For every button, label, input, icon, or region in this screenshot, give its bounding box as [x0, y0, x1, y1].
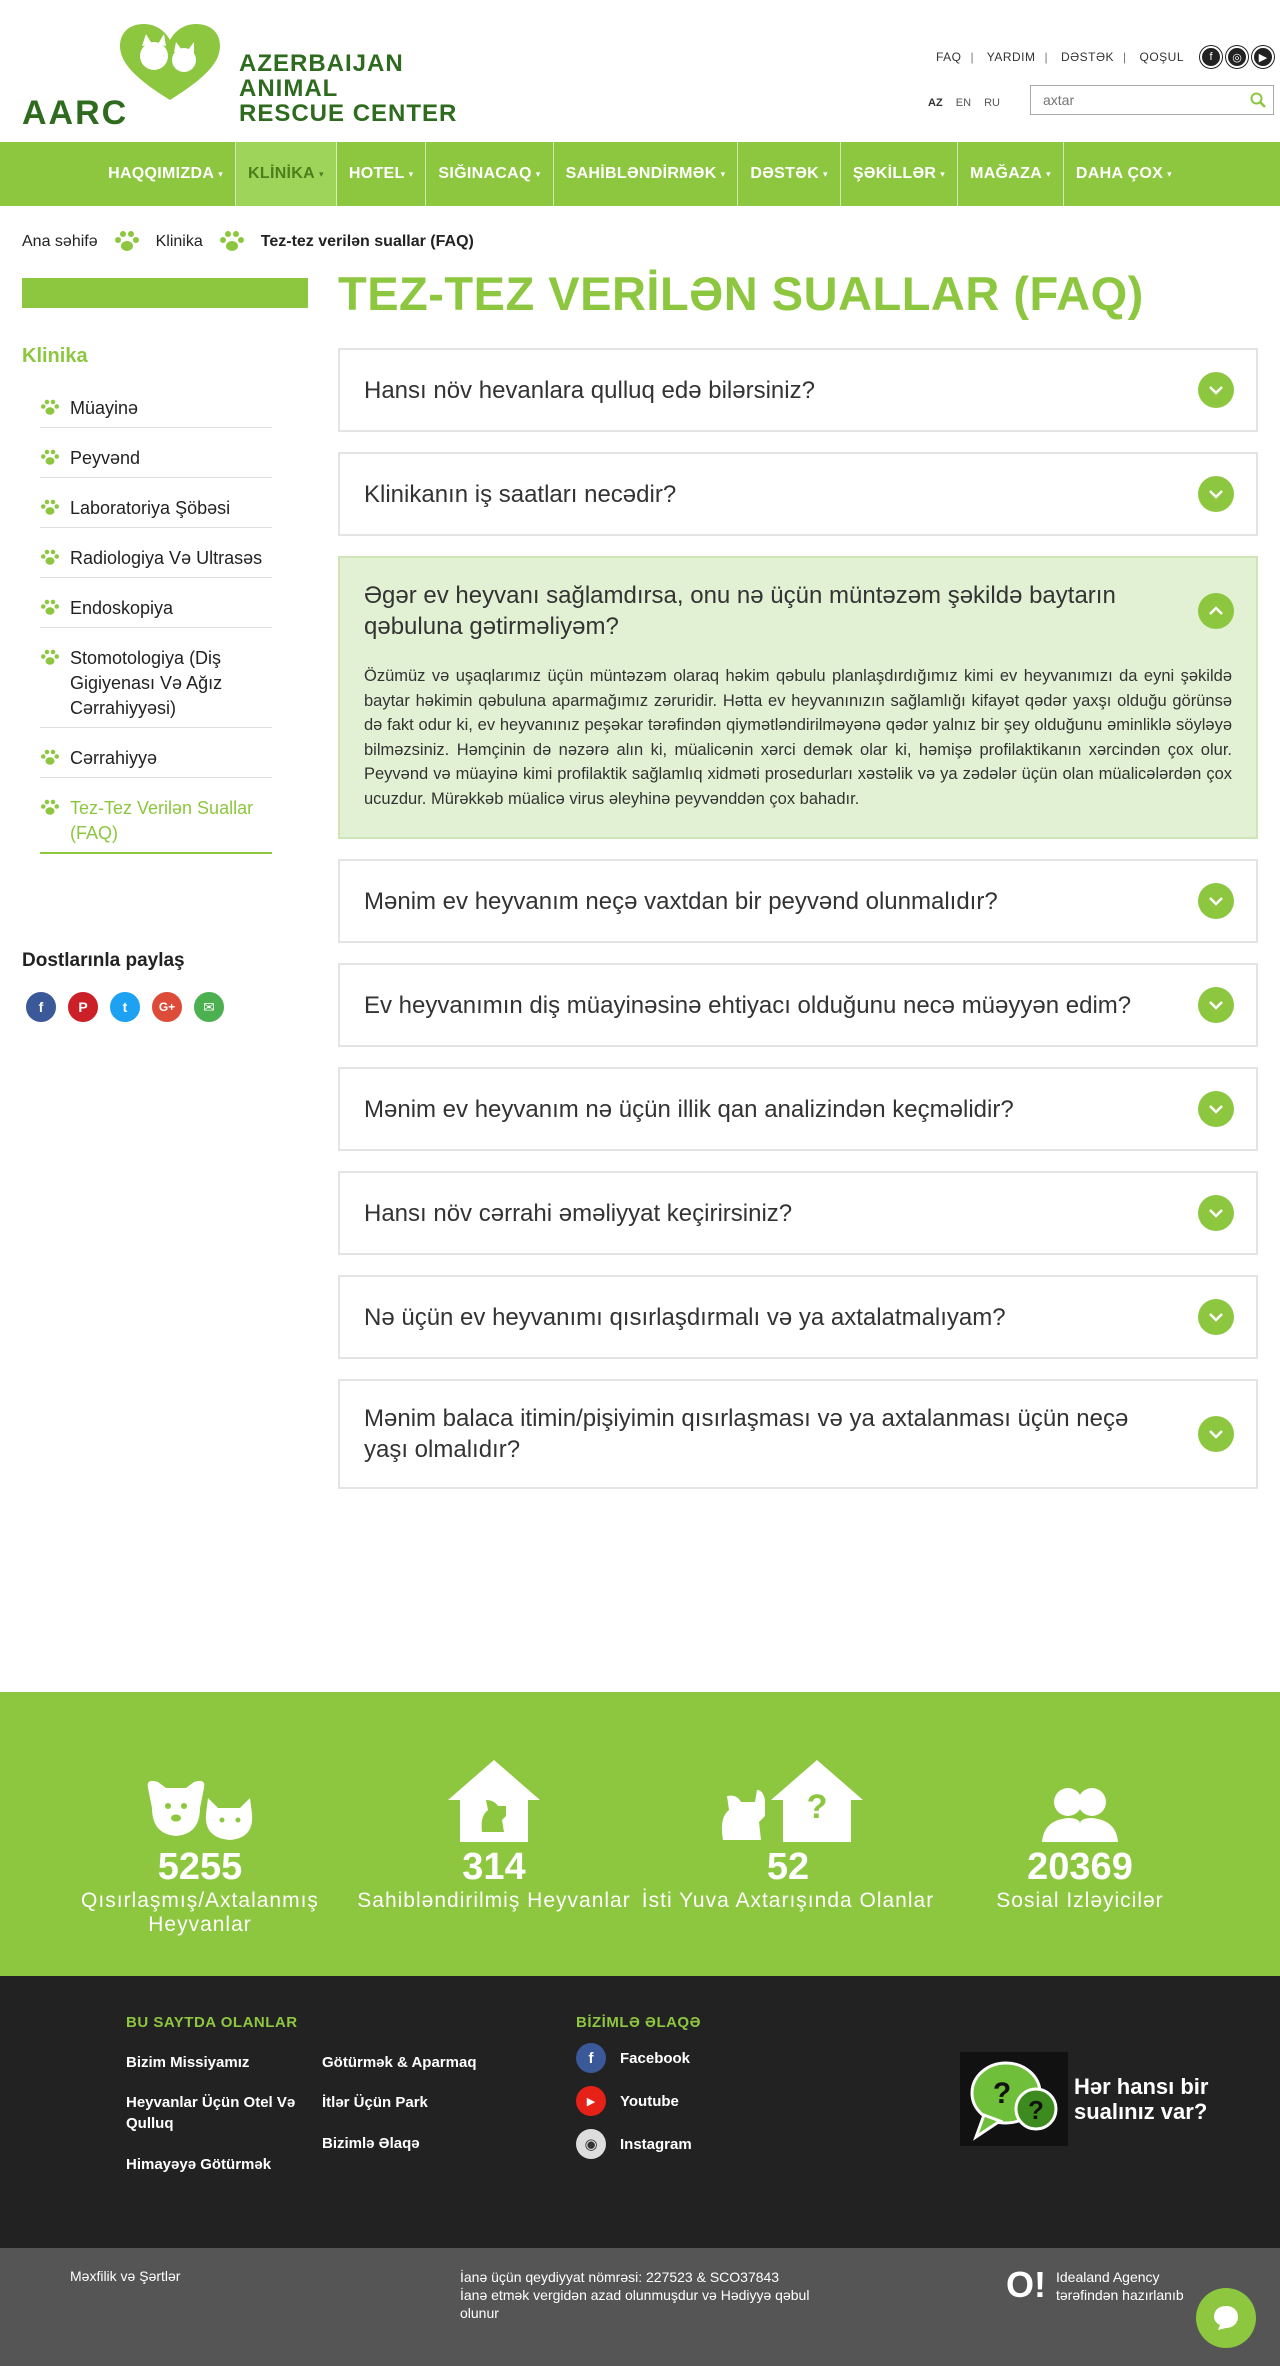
lang-en[interactable]: EN [955, 97, 972, 109]
faq-question-toggle[interactable] [340, 454, 1256, 534]
paw-icon [40, 449, 60, 467]
faq-question: Nə üçün ev heyvanımı qısırlaşdırmalı və ya axtalatmalıyam? [364, 1303, 1006, 1331]
logo-name-line2: RESCUE CENTER [239, 100, 458, 127]
footer-site-heading: BU SAYTDA OLANLAR [126, 2014, 298, 2031]
pinterest-icon[interactable]: P [66, 990, 100, 1024]
help-line1: Hər hansı bir [1074, 2074, 1209, 2099]
sidebar-menu [40, 392, 272, 868]
nav-item-photos[interactable] [841, 142, 958, 206]
email-icon[interactable]: ✉ [192, 990, 226, 1024]
svg-text:?: ? [1028, 2095, 1044, 2125]
chevron-down-icon: ▾ [218, 168, 224, 179]
faq-item [338, 963, 1258, 1047]
nav-item-shelter[interactable] [426, 142, 553, 206]
stat-number: 20369 [1027, 1846, 1133, 1888]
paw-icon [219, 230, 245, 254]
heart-dog-cat-icon [118, 22, 222, 102]
footer [0, 1976, 1280, 2248]
faq-question-toggle[interactable] [340, 861, 1256, 941]
top-link-faq[interactable]: FAQ [935, 50, 962, 64]
separator: | [970, 50, 975, 64]
sidebar-item-radiology[interactable] [40, 542, 272, 578]
footer-contact-heading: BİZİMLƏ ƏLAQƏ [576, 2014, 701, 2031]
faq-question-toggle[interactable] [340, 965, 1256, 1045]
nav-label: HAQQIMIZDA [108, 165, 215, 182]
footer-link-foster[interactable]: Himayəyə Götürmək [126, 2156, 272, 2173]
faq-item [338, 348, 1258, 432]
instagram-icon: ◉ [576, 2129, 606, 2159]
sidebar-item-label: Tez-Tez Verilən Suallar (FAQ) [70, 798, 254, 843]
paw-icon [114, 230, 140, 254]
agency-logo: O! [1006, 2264, 1046, 2305]
faq-item-open [338, 556, 1258, 839]
faq-item [338, 1379, 1258, 1489]
main-nav [0, 142, 1280, 206]
chevron-down-icon: ▾ [408, 168, 414, 179]
language-switcher [928, 97, 1010, 109]
sidebar-item-label: Müayinə [70, 398, 139, 418]
chevron-down-icon: ▾ [319, 168, 324, 179]
nav-item-support[interactable] [738, 142, 840, 206]
registration-info [460, 2268, 840, 2322]
faq-question: Əgər ev heyvanı sağlamdırsa, onu nə üçün müntəzəm şəkildə baytarın qəbuluna gətirməliyəm? [364, 582, 1116, 640]
stat-followers [930, 1758, 1230, 1913]
nav-label: SAHİBLƏNDİRMƏK [565, 165, 717, 182]
question-bubbles-icon [960, 2052, 1068, 2146]
sidebar-item-label: Cərrahiyyə [70, 748, 158, 768]
paw-icon [40, 649, 60, 667]
sidebar-item-dental[interactable] [40, 642, 272, 728]
stat-label: İsti Yuva Axtarışında Olanlar [641, 1889, 935, 1912]
faq-item [338, 859, 1258, 943]
registration-line1: İanə üçün qeydiyyat nömrəsi: 227523 & SCO37843 [460, 2269, 780, 2285]
people-icon [930, 1758, 1230, 1842]
chevron-up-icon[interactable] [1198, 593, 1234, 629]
twitter-icon[interactable]: t [108, 990, 142, 1024]
help-widget[interactable] [960, 2052, 1208, 2146]
nav-label: DAHA ÇOX [1075, 165, 1164, 182]
chevron-down-icon[interactable] [1198, 1299, 1234, 1335]
svg-text:?: ? [992, 2077, 1012, 2110]
sidebar-item-laboratory[interactable] [40, 492, 272, 528]
stat-neutered [50, 1758, 350, 1937]
search-input[interactable] [1031, 86, 1243, 114]
chevron-down-icon[interactable] [1198, 1091, 1234, 1127]
search-icon[interactable] [1243, 92, 1273, 108]
footer-link-dog-park[interactable]: İtlər Üçün Park [322, 2094, 428, 2111]
top-link-help[interactable]: YARDIM [986, 50, 1036, 64]
breadcrumb-section[interactable]: Klinika [155, 233, 203, 250]
nav-item-hotel[interactable] [337, 142, 427, 206]
faq-question-toggle[interactable] [340, 1381, 1256, 1487]
faq-question-toggle[interactable] [340, 1069, 1256, 1149]
chevron-down-icon[interactable] [1198, 1195, 1234, 1231]
separator: | [1123, 50, 1127, 64]
faq-question: Mənim balaca itimin/pişiyimin qısırlaşması və ya axtalanması üçün neçə yaşı olmalıdır? [364, 1405, 1129, 1463]
nav-label: HOTEL [348, 165, 405, 182]
sidebar-title: Klinika [22, 345, 88, 367]
sidebar-item-examination[interactable] [40, 392, 272, 428]
sidebar-item-vaccination[interactable] [40, 442, 272, 478]
faq-question: Hansı növ cərrahi əməliyyat keçirirsiniz? [364, 1199, 793, 1227]
nav-label: KLİNİKA [248, 165, 316, 182]
paw-icon [40, 549, 60, 567]
nav-label: DƏSTƏK [750, 165, 819, 182]
google-plus-icon[interactable]: G+ [150, 990, 184, 1024]
logo-text: AARC [22, 94, 129, 132]
breadcrumb-current: Tez-tez verilən suallar (FAQ) [260, 233, 474, 250]
header [0, 0, 1280, 142]
nav-item-adopt[interactable] [554, 142, 739, 206]
paw-icon [40, 749, 60, 767]
search-box [1030, 85, 1274, 115]
chevron-down-icon: ▾ [1046, 168, 1051, 179]
lang-ru[interactable]: RU [984, 97, 1000, 109]
facebook-icon[interactable]: f [24, 990, 58, 1024]
agency-text [1056, 2268, 1184, 2304]
faq-question: Klinikanın iş saatları necədir? [364, 480, 677, 508]
footer-link-pickup[interactable]: Götürmək & Aparmaq [322, 2054, 477, 2071]
agency-line2: tərəfindən hazırlanıb [1056, 2287, 1184, 2303]
faq-item [338, 452, 1258, 536]
faq-question-toggle[interactable] [340, 1277, 1256, 1357]
faq-question-toggle[interactable] [340, 1173, 1256, 1253]
footer-link-hotel[interactable]: Heyvanlar Üçün Otel Və Qulluq [126, 2094, 296, 2132]
top-link-support[interactable]: DƏSTƏK [1060, 50, 1115, 64]
footer-social-label: Youtube [620, 2092, 679, 2110]
logo-name [239, 51, 500, 126]
dog-house-icon [344, 1758, 644, 1842]
facebook-icon[interactable]: f [1200, 46, 1222, 68]
share-icons [24, 990, 226, 1024]
site-logo[interactable] [20, 22, 500, 132]
faq-question-toggle[interactable] [340, 350, 1256, 430]
stat-label: Sosial Izləyicilər [996, 1889, 1164, 1912]
chevron-down-icon[interactable] [1198, 372, 1234, 408]
chevron-down-icon[interactable] [1198, 476, 1234, 512]
sidebar-item-endoscopy[interactable] [40, 592, 272, 628]
facebook-icon: f [576, 2043, 606, 2073]
sidebar-item-label: Stomotologiya (Diş Gigiyenası Və Ağız Cərrahiyyəsi) [70, 648, 223, 718]
nav-item-more[interactable] [1064, 142, 1184, 206]
paw-icon [40, 399, 60, 417]
stats-band [0, 1692, 1280, 1976]
faq-item [338, 1067, 1258, 1151]
nav-label: ŞƏKİLLƏR [852, 165, 937, 182]
lang-az[interactable]: AZ [928, 97, 943, 109]
chevron-down-icon[interactable] [1198, 987, 1234, 1023]
bottom-bar [0, 2248, 1280, 2366]
faq-item [338, 1171, 1258, 1255]
sidebar-item-surgery[interactable] [40, 742, 272, 778]
help-text [1074, 2074, 1208, 2124]
breadcrumb [22, 230, 474, 254]
footer-social-label: Facebook [620, 2049, 691, 2067]
sidebar-item-faq[interactable] [40, 792, 272, 854]
chevron-down-icon: ▾ [535, 168, 541, 179]
stat-label: Sahibləndirilmiş Heyvanlar [357, 1889, 631, 1912]
svg-text:?: ? [806, 1788, 828, 1826]
nav-item-shop[interactable] [958, 142, 1064, 206]
faq-question: Mənim ev heyvanım nə üçün illik qan analizindən keçməlidir? [364, 1095, 1014, 1123]
dog-house-question-icon [638, 1758, 938, 1842]
faq-question-toggle[interactable] [340, 558, 1256, 664]
sidebar-item-label: Peyvənd [70, 448, 141, 468]
footer-link-mission[interactable]: Bizim Missiyamız [126, 2054, 250, 2071]
stat-number: 314 [462, 1846, 526, 1888]
top-link-join[interactable]: QOŞUL [1139, 50, 1184, 64]
faq-question: Hansı növ hevanlara qulluq edə bilərsiniz? [364, 376, 815, 404]
help-line2: sualınız var? [1074, 2099, 1208, 2124]
chevron-down-icon[interactable] [1198, 883, 1234, 919]
footer-link-contact[interactable]: Bizimlə Əlaqə [322, 2135, 420, 2152]
youtube-icon[interactable]: ▶ [1252, 46, 1274, 68]
agency-credit[interactable] [1006, 2264, 1184, 2305]
chevron-down-icon: ▾ [1167, 168, 1172, 179]
nav-label: SIĞINACAQ [438, 165, 532, 182]
footer-youtube-link[interactable] [576, 2086, 679, 2116]
paw-icon [40, 599, 60, 617]
footer-facebook-link[interactable] [576, 2043, 690, 2073]
stat-number: 5255 [157, 1846, 243, 1888]
sidebar-item-label: Radiologiya Və Ultrasəs [70, 548, 263, 568]
footer-instagram-link[interactable] [576, 2129, 692, 2159]
breadcrumb-home[interactable]: Ana səhifə [22, 233, 98, 250]
sidebar-item-label: Endoskopiya [70, 598, 174, 618]
agency-line1: Idealand Agency [1056, 2269, 1160, 2285]
share-title: Dostlarınla paylaş [22, 950, 185, 971]
sidebar-bar [22, 278, 308, 308]
faq-item [338, 1275, 1258, 1359]
registration-line2: İanə etmək vergidən azad olunmuşdur və Hədiyyə qəbul olunur [460, 2287, 810, 2321]
privacy-link[interactable]: Məxfilik və Şərtlər [70, 2268, 181, 2284]
footer-social-label: Instagram [620, 2135, 692, 2153]
sidebar-item-label: Laboratoriya Şöbəsi [70, 498, 231, 518]
paw-icon [40, 499, 60, 517]
faq-answer: Özümüz və uşaqlarımız üçün müntəzəm olaraq həkim qəbulu planlaşdırdığımız kimi ev heyvanımızı da eyni şəkildə baytar həkimin qəbuluna aparmağımız zəruridir. Hətta ev heyvanınızın sağlamlığı kifayət qədər yaxşı olduğu görünsə də fakt odur ki, ev heyvanınız peşəkar tərəfindən qiymətləndirilməyənə qədər yalnız bir şey olduğunu əminliklə söyləyə bilməzsiniz. Həmçinin də nəzərə alın ki, müalicənin xərci demək olar ki, həmişə profilaktikanın xərcindən çox olur. Peyvənd və müayinə kimi profilaktik sağlamlıq xidməti prosedurları xəstəlik və ya zədələr üçün olan müalicələrdən çox ucuzdur. Mürəkkəb müalicə virus əleyhinə peyvənddən çox bahadır. [364, 667, 1232, 808]
top-links [936, 50, 1184, 64]
nav-item-about[interactable] [96, 142, 236, 206]
page-title: TEZ-TEZ VERİLƏN SUALLAR (FAQ) [338, 267, 1144, 320]
header-social-icons [1200, 46, 1274, 68]
stat-waiting [638, 1758, 938, 1913]
faq-question: Ev heyvanımın diş müayinəsinə ehtiyacı olduğunu necə müəyyən edim? [364, 991, 1132, 1019]
chevron-down-icon: ▾ [720, 168, 726, 179]
chevron-down-icon[interactable] [1198, 1416, 1234, 1452]
nav-item-clinic[interactable] [236, 142, 337, 206]
chevron-down-icon: ▾ [823, 168, 828, 179]
dog-cat-icon [50, 1758, 350, 1842]
youtube-icon: ▶ [576, 2086, 606, 2116]
stat-number: 52 [766, 1846, 810, 1888]
chevron-down-icon: ▾ [940, 168, 946, 179]
chat-bubble-icon[interactable] [1196, 2288, 1256, 2348]
stat-label: Qısırlaşmış/Axtalanmış Heyvanlar [81, 1889, 319, 1936]
paw-icon [40, 799, 60, 817]
faq-question: Mənim ev heyvanım neçə vaxtdan bir peyvənd olunmalıdır? [364, 887, 998, 915]
nav-label: MAĞAZA [970, 165, 1043, 182]
faq-list [338, 348, 1258, 1509]
separator: | [1044, 50, 1049, 64]
instagram-icon[interactable]: ◎ [1226, 46, 1248, 68]
stat-adopted [344, 1758, 644, 1913]
logo-name-line1: AZERBAIJAN ANIMAL [239, 50, 404, 102]
